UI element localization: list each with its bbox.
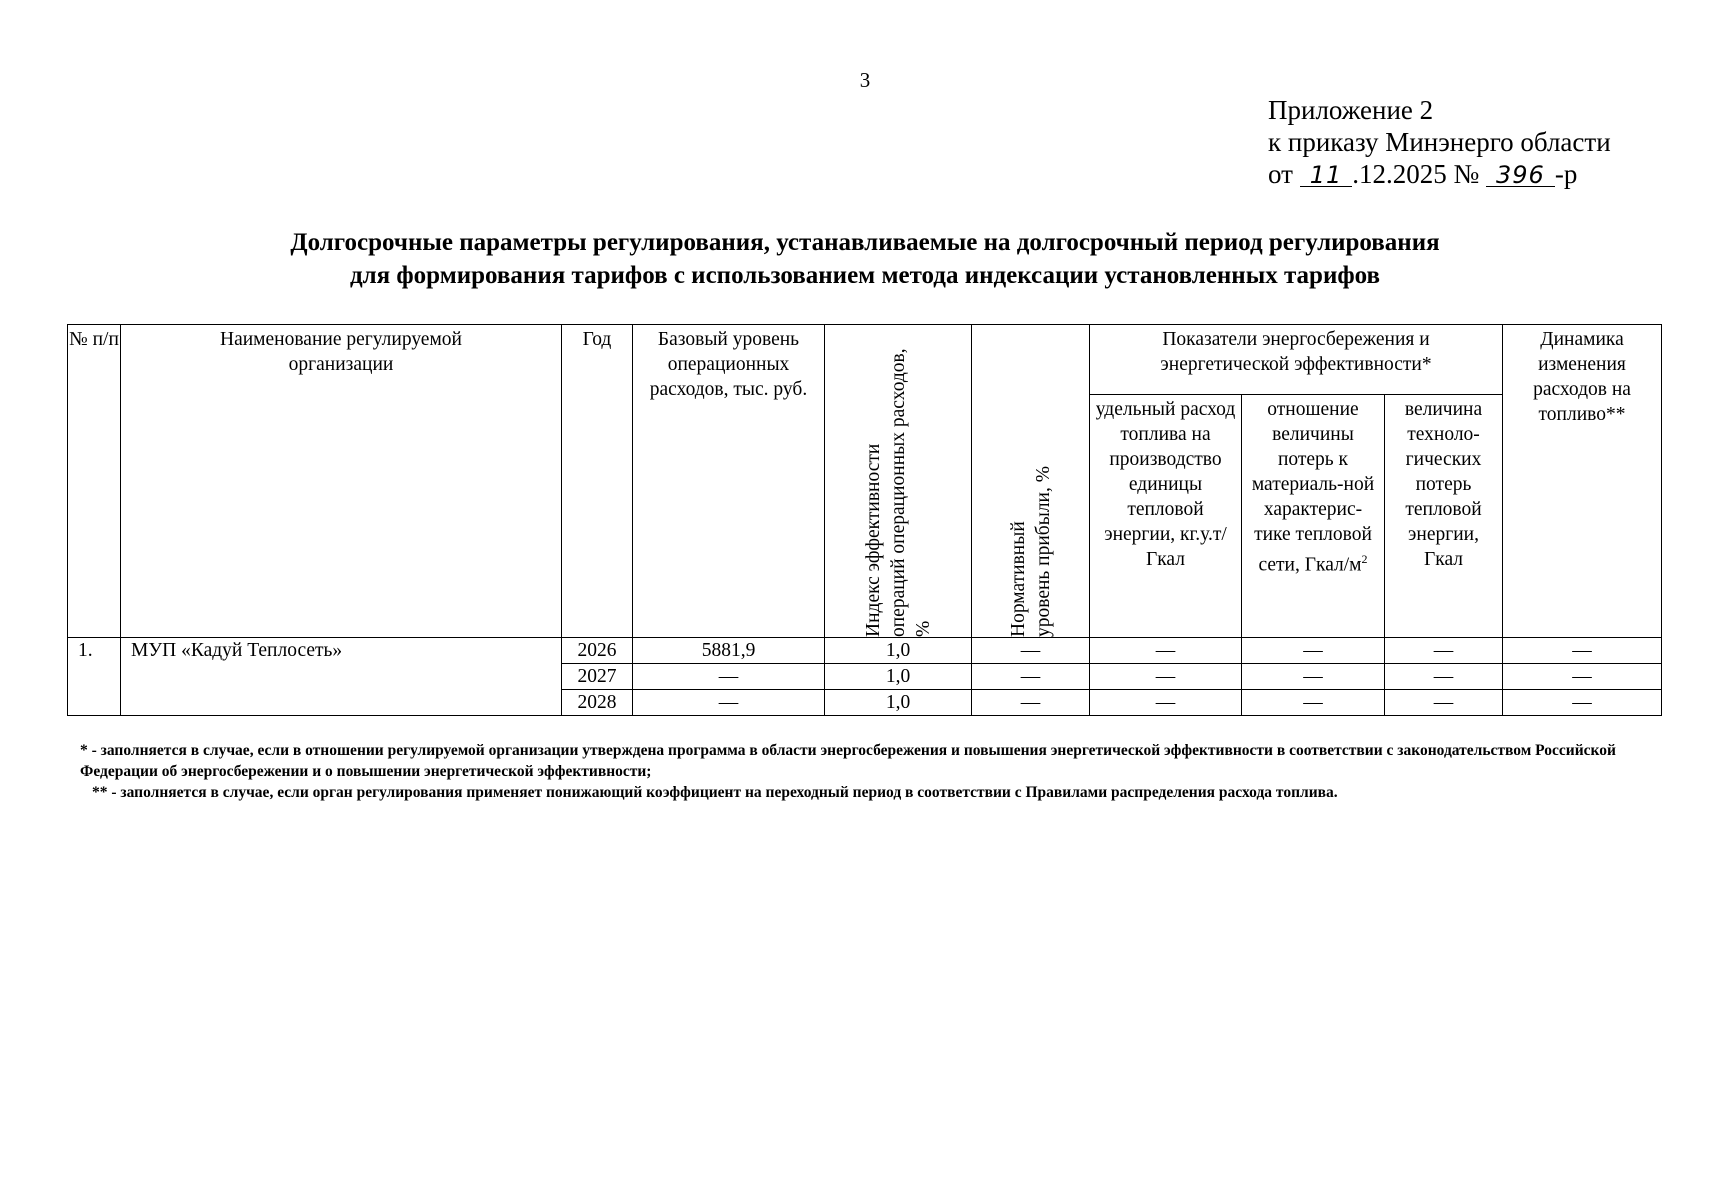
page-number: 3 <box>859 68 871 92</box>
cell-profit-level: — <box>972 664 1090 690</box>
cell-fuel-dynamics: — <box>1503 690 1662 716</box>
cell-year: 2027 <box>562 664 633 690</box>
appendix-line2: к приказу Минэнерго области <box>1268 127 1611 157</box>
cell-year: 2026 <box>562 638 633 664</box>
cell-efficiency-index: 1,0 <box>825 690 972 716</box>
cell-loss-ratio: — <box>1242 690 1385 716</box>
footnote-1: * - заполняется в случае, если в отношении регулируемой организации утверждена программа в области энергосбережения и повышения энергетической эффективности в соответствии с законодательством Российской Федерации об энергосбережении и о повышении энергетической эффективности; <box>80 742 1616 780</box>
cell-base-cost: 5881,9 <box>633 638 825 664</box>
appendix-date-prefix: от <box>1268 159 1300 189</box>
table-row <box>68 638 1662 664</box>
parameters-table <box>67 324 1662 716</box>
appendix-date-middle: .12.2025 № <box>1352 159 1487 189</box>
cell-tech-losses: — <box>1385 690 1503 716</box>
cell-tech-losses: — <box>1385 638 1503 664</box>
document-title <box>0 226 1730 292</box>
cell-fuel-dynamics: — <box>1503 638 1662 664</box>
cell-efficiency-index: 1,0 <box>825 664 972 690</box>
title-line2: для формирования тарифов с использованием метода индексации установленных тарифов <box>349 262 1381 289</box>
cell-num: 1. <box>68 638 121 716</box>
cell-org-name: МУП «Кадуй Теплосеть» <box>121 638 562 716</box>
cell-fuel-dynamics: — <box>1503 664 1662 690</box>
header-year: Год <box>562 325 633 638</box>
cell-efficiency-index: 1,0 <box>825 638 972 664</box>
cell-loss-ratio: — <box>1242 638 1385 664</box>
footnote-2: ** - заполняется в случае, если орган регулирования применяет понижающий коэффициент на переходный период в соответствии с Правилами распределения расхода топлива. <box>92 784 1338 801</box>
cell-base-cost: — <box>633 664 825 690</box>
header-base-cost: Базовый уровень операционных расходов, тыс. руб. <box>633 325 825 638</box>
header-loss-ratio <box>1242 395 1385 638</box>
header-energy-group: Показатели энергосбережения и энергетической эффективности* <box>1090 325 1503 395</box>
cell-year: 2028 <box>562 690 633 716</box>
footnotes <box>80 740 1660 803</box>
cell-tech-losses: — <box>1385 664 1503 690</box>
header-num: № п/п <box>68 325 121 638</box>
cell-fuel-rate: — <box>1090 638 1242 664</box>
header-efficiency-index-text: Индекс эффективности операций операционных расходов, % <box>862 348 934 637</box>
header-org-name: Наименование регулируемой организации <box>121 325 562 638</box>
header-fuel-dynamics: Динамика изменения расходов на топливо** <box>1503 325 1662 638</box>
header-profit-level <box>972 325 1090 638</box>
handwritten-order-number: 396 <box>1486 164 1555 187</box>
header-loss-ratio-sup: 2 <box>1361 552 1368 567</box>
appendix-line1: Приложение 2 <box>1268 95 1434 125</box>
header-profit-level-text: Нормативный уровень прибыли, % <box>1007 465 1054 637</box>
appendix-line3 <box>1268 158 1611 190</box>
cell-base-cost: — <box>633 690 825 716</box>
title-line1: Долгосрочные параметры регулирования, устанавливаемые на долгосрочный период регулирования <box>290 229 1440 256</box>
header-efficiency-index <box>825 325 972 638</box>
cell-profit-level: — <box>972 638 1090 664</box>
cell-profit-level: — <box>972 690 1090 716</box>
cell-loss-ratio: — <box>1242 664 1385 690</box>
cell-fuel-rate: — <box>1090 664 1242 690</box>
header-loss-ratio-text: отношение величины потерь к материаль-ной характерис-тике тепловой сети, Гкал/м <box>1251 399 1375 576</box>
appendix-block <box>1268 94 1611 190</box>
header-fuel-rate: удельный расход топлива на производство единицы тепловой энергии, кг.у.т/Гкал <box>1090 395 1242 638</box>
handwritten-day: 11 <box>1300 164 1353 187</box>
appendix-suffix: -р <box>1554 159 1578 189</box>
header-tech-losses: величина техноло-гических потерь тепловой энергии, Гкал <box>1385 395 1503 638</box>
cell-fuel-rate: — <box>1090 690 1242 716</box>
